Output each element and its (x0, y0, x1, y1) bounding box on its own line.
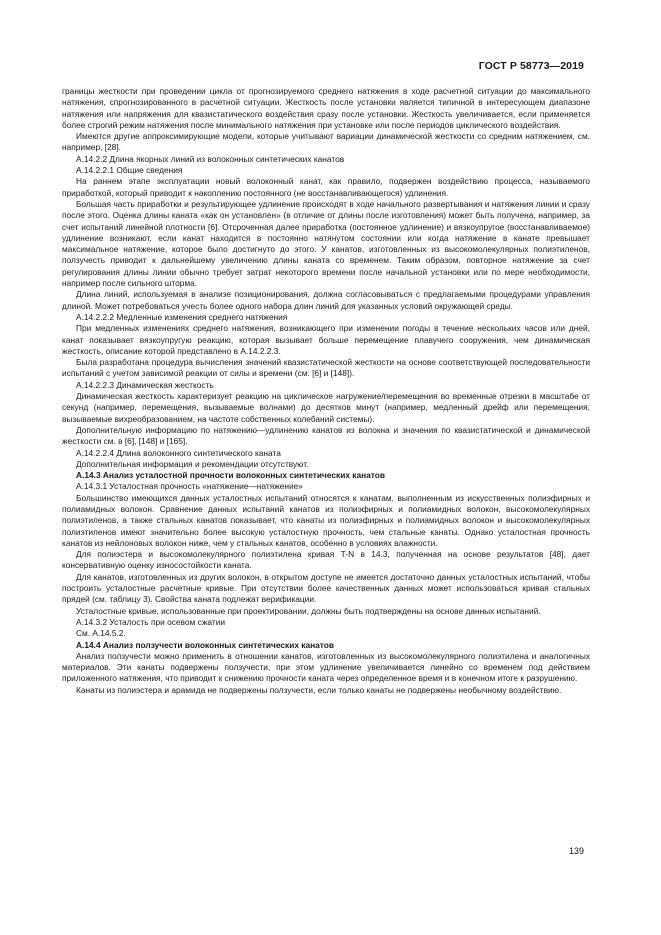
paragraph: При медленных изменениях среднего натяжения, возникающего при изменении погоды в течение нескольких часов или дней, канат показывает вязкоупругую реакцию, которая вызывает больше перемещение плавучего сооружения, чем динамическая жесткость, описание которой представлено в А.14.2.2.3. (62, 323, 590, 356)
paragraph: На раннем этапе эксплуатации новый волоконный канат, как правило, подвержен воздействию процесса, называемого приработкой, который приводит к накоплению постоянного (не восстанавливающегося) удлинения. (62, 176, 590, 198)
paragraph: А.14.2.2 Длина якорных линий из волоконных синтетических канатов (76, 153, 345, 164)
section-heading: А.14.4 Анализ ползучести волоконных синтетических канатов (76, 639, 334, 650)
paragraph: Имеются другие аппроксимирующие модели, которые учитывают вариации динамической жесткости со средним натяжением, см. например, [28]. (62, 131, 590, 153)
paragraph: Большая часть приработки и результирующее удлинение происходят в ходе начального развертывания и натяжения линии и сразу после этого. Оценка длины каната «как он установлен» (в отличие от длины после изготовления) может быть получена, например, за счет испытаний линейной плотности [6]. Отсроченная далее приработка (постоянное удлинение) и вязкоупругое (восстанавливаемое) удлинение возникают, если канат находится в постоянно натянутом состоянии или когда натяжение в канате превышает максимальное натяжение, которое было достигнуто до этого. У канатов, изготовленных из высокомолекулярных полиэтиленов, ползучесть приводит к дальнейшему увеличению длины каната со временем. Таким образом, повторное натяжение за счет регулирования длины линии обычно требует затрат некоторого времени после начальной установки или по мере необходимости, например после сильного шторма. (62, 198, 590, 289)
section-heading: А.14.3 Анализ усталостной прочности волоконных синтетических канатов (76, 470, 385, 481)
paragraph: Дополнительную информацию по натяжению—удлинению канатов из волокна и значения по квазистатической и динамической жесткости см. в [6], [148] и [165]. (62, 424, 590, 447)
paragraph: границы жесткости при проведении цикла от прогнозируемого среднего натяжения в ходе расчетной ситуации до максимального натяжения, спрогнозированного в расчетной ситуации. Жесткость после установки является типичной в интересующем диапазоне натяжения или напряжения для квазистатического воздействия сразу после установки. Жесткость увеличивается, если применяется более строгий режим натяжения после минимального натяжения при установке или после периодов циклического воздействия. (62, 86, 590, 130)
paragraph: А.14.3.2 Усталость при осевом сжатии (76, 616, 226, 627)
paragraph: А.14.2.2.4 Длина волоконного синтетического каната (76, 447, 281, 458)
paragraph: Большинство имеющихся данных усталостных испытаний относятся к канатам, выполненным из искусственных полиэфирных и полиамидных волокон. Сравнение данных испытаний канатов из полиэфирных и полиамидных волокон, высокомолекулярных полиэтиленов, а также стальных канатов показывает, что канаты из полиэфирных и полиамидных волокон и высокомолекулярных полиэтиленов имеют значительно более высокую усталостную прочность, чем стальные канаты. Однако усталостная прочность канатов из нейлоновых волокон ниже, чем у стальных канатов, особенно в условиях влажности. (62, 492, 590, 548)
paragraph: См. А.14.5.2. (76, 628, 126, 639)
paragraph: Канаты из полиэстера и арамида не подвержены ползучести, если только канаты не подвержены необычному воздействию. (76, 684, 562, 695)
paragraph: Была разработана процедура вычисления значений квазистатической жесткости на основе соответствующей последовательности испытаний с учетом зависимой реакции от силы и времени (см. [6] и [148]). (62, 357, 590, 379)
paragraph: Для полиэстера и высокомолекулярного полиэтилена кривая T-N в 14.3, полученная на основе результатов [48], дает консервативную оценку износостойкости каната. (62, 549, 590, 571)
paragraph: А.14.2.2.3 Динамическая жесткость (76, 379, 214, 390)
paragraph: А.14.3.1 Усталостная прочность «натяжение—натяжение» (76, 481, 303, 492)
paragraph: А.14.2.2.2 Медленные изменения среднего натяжения (76, 311, 288, 322)
document-header: ГОСТ Р 58773—2019 (478, 60, 584, 72)
paragraph: Дополнительная информация и рекомендации отсутствуют. (76, 458, 309, 469)
paragraph: Анализ ползучести можно применить в отношении канатов, изготовленных из высокомолекулярного полиэтилена и аналогичных материалов. Эти канаты подвержены ползучести, при этом удлинение увеличивается линейно со временем под действием приложенного натяжения, что приводит к снижению прочности каната через определенное время и в конечном итоге к разрушению. (62, 650, 590, 684)
paragraph: Длина линий, используемая в анализе позиционирования, должна согласовываться с предлагаемыми процедурами управления длиной. Может потребоваться учесть более одного набора длин линий для указанных условий окружающей среды. (62, 289, 590, 311)
page-number: 139 (568, 846, 584, 856)
paragraph: Динамическая жесткость характеризует реакцию на циклическое нагружение/перемещения во временные отрезки в масштабе от секунд (например, перемещения, вызываемые волнами) до десятков минут (например, медленный дрейф или перемещения, вызываемые вихреобразованием, на частоте собственных колебаний системы). (62, 391, 590, 424)
paragraph: А.14.2.2.1 Общие сведения (76, 165, 183, 176)
paragraph: Усталостные кривые, использованные при проектировании, должны быть подтверждены на основе данных испытаний. (76, 605, 541, 616)
paragraph: Для канатов, изготовленных из других волокон, в открытом доступе не имеется достаточно данных усталостных испытаний, чтобы построить усталостные расчетные кривые. При отсутствии более качественных данных может использоваться кривая стальных прядей (см. таблицу 3). Свойства каната подлежат верификации. (62, 571, 590, 605)
document-body (62, 86, 590, 696)
